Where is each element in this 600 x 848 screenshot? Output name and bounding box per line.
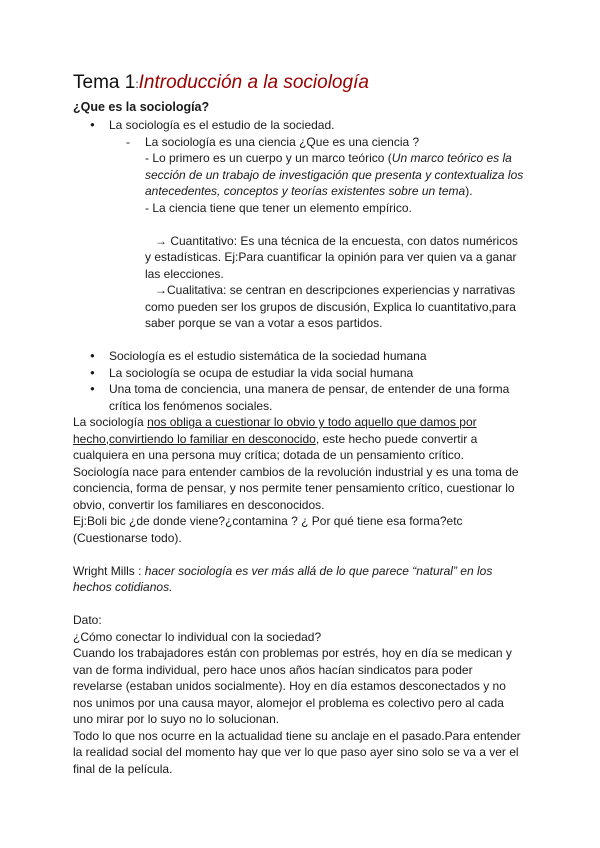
quote-author: Wright Mills :	[73, 563, 145, 578]
bullet-item: ● La sociología se ocupa de estudiar la vida social humana	[73, 365, 560, 382]
paragraph-line: uno mirar por lo suyo no lo solucionan.	[73, 712, 280, 726]
quote-line	[73, 563, 560, 580]
spacer	[73, 546, 560, 563]
indented-line: saber porque se van a votar a esos partidos.	[145, 316, 383, 330]
paragraph-line: cualquiera en una persona muy crítica; dotada de un pensamiento crítico.	[73, 448, 464, 462]
page-title	[73, 70, 560, 97]
text-run-italic: antecedentes, conceptos y teorías existentes sobre un tema	[145, 184, 466, 198]
text-run: , este hecho puede convertir a	[315, 431, 478, 446]
quote-line: hechos cotidianos.	[73, 580, 173, 594]
indented-line: como pueden ser los grupos de discusión, Explica lo cuantitativo,para	[145, 299, 516, 314]
bullet-list-1	[73, 117, 560, 134]
text-run: - Lo primero es un cuerpo y un marco teórico (	[145, 151, 392, 165]
paragraph-line: Todo lo que nos ocurre en la actualidad tiene su anclaje en el pasado.Para entender	[73, 728, 521, 743]
indented-line	[73, 150, 560, 167]
paragraph-line	[73, 431, 560, 448]
bullet-item: ● Sociología es el estudio sistemática de la sociedad humana	[73, 348, 560, 365]
title-colon: :	[135, 77, 139, 91]
section-heading: ¿Que es la sociología?	[73, 100, 210, 114]
paragraph-line: Sociología nace para entender cambios de la revolución industrial y es una toma de	[73, 464, 519, 479]
spacer	[73, 216, 560, 233]
paragraph-line: nos unimos por una causa mayor, alomejor el problema es colectivo pero al cada	[73, 695, 504, 710]
paragraph-line	[73, 414, 560, 431]
spacer	[73, 596, 560, 613]
indented-line: → Cuantitativo: Es una técnica de la encuesta, con datos numéricos	[145, 233, 518, 248]
title-main: Tema 1	[73, 72, 136, 93]
paragraph-line: (Cuestionarse todo).	[73, 530, 182, 545]
paragraph-line: van de forma individual, pero hace unos años hacían sindicatos para poder	[73, 662, 473, 677]
text-run-underlined: hecho,convirtiendo lo familiar en desconocido	[73, 431, 316, 446]
paragraph-line: obvio, convertir los familiares en desconocidos.	[73, 497, 325, 512]
text-run: La sociología	[73, 415, 148, 429]
bullet-list-2	[73, 348, 560, 414]
paragraph-line: Cuando los trabajadores están con problemas por estrés, hoy en día se medican y	[73, 646, 512, 660]
paragraph-line: conciencia, forma de pensar, y nos permite tener pensamiento crítico, cuestionar lo	[73, 481, 515, 495]
indented-line: y estadísticas. Ej:Para cuantificar la opinión para ver quien va a ganar	[145, 250, 517, 264]
indented-line: las elecciones.	[145, 266, 224, 281]
paragraph-line: la realidad social del momento hay que ver lo que paso ayer sino solo se va a ver el	[73, 745, 519, 759]
text-run: crítica los fenómenos sociales.	[109, 398, 273, 413]
text-run: Una toma de conciencia, una manera de pensar, de entender de una forma	[109, 382, 510, 396]
title-topic: Introducción a la sociología	[138, 72, 369, 93]
quote-text: hacer sociología es ver más allá de lo que parece “natural” en los	[144, 563, 493, 578]
paragraph-line: Ej:Boli bic ¿de donde viene?¿contamina ? ¿ Por qué tiene esa forma?etc	[73, 514, 463, 528]
bullet-item	[73, 381, 560, 414]
bullet-item: ● La sociología es el estudio de la sociedad.	[73, 117, 560, 134]
text-run-underlined: nos obliga a cuestionar lo obvio y todo aquello que damos por	[147, 415, 477, 429]
indented-line: sección de un trabajo de investigación que presenta y contextualiza los	[145, 167, 524, 182]
paragraph-line: final de la película.	[73, 761, 173, 776]
indented-line	[73, 183, 560, 200]
spacer	[73, 332, 560, 349]
paragraph-line: revelarse (estaban unidos socialmente). Hoy en día estamos desconectados y no	[73, 679, 506, 693]
text-run-italic: Un marco teórico es la	[391, 151, 512, 165]
text-run: ).	[465, 184, 473, 198]
dato-heading: Dato:	[73, 613, 102, 627]
paragraph-line: ¿Cómo conectar lo individual con la sociedad?	[73, 629, 322, 644]
dash-item: - La sociología es una ciencia ¿Que es una ciencia ?	[73, 134, 560, 151]
indented-line: - La ciencia tiene que tener un elemento empírico.	[145, 200, 412, 215]
indented-line: →Cualitativa: se centran en descripciones experiencias y narrativas	[145, 283, 516, 297]
